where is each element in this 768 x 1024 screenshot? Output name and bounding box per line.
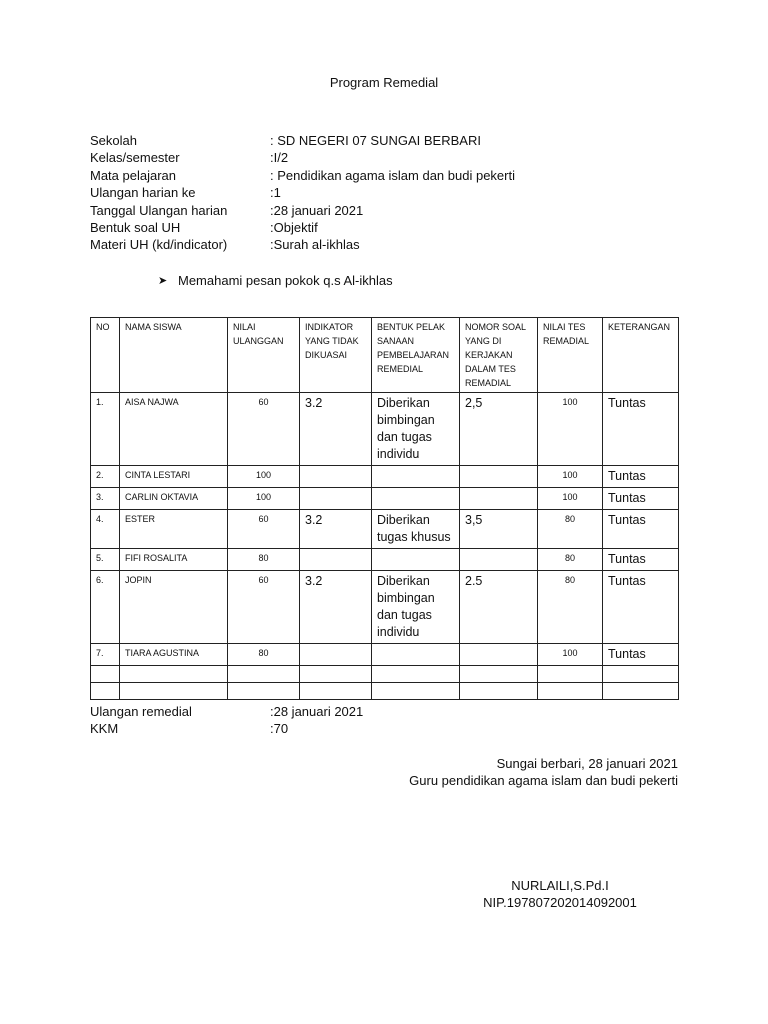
table-row [91,644,679,666]
info-label: Kelas/semester [90,150,180,166]
table-row-empty [91,666,679,683]
cell-keterangan: Tuntas [603,510,679,549]
cell-nomor [460,549,538,571]
cell-keterangan [603,683,679,700]
cell-nama: AISA NAJWA [120,393,228,466]
cell-nama: TIARA AGUSTINA [120,644,228,666]
cell-indikator [300,683,372,700]
cell-tes: 100 [538,488,603,510]
header-nilai: NILAI ULANGGAN [228,318,300,393]
cell-bentuk [372,488,460,510]
cell-bentuk: Diberikan bimbingan dan tugas individu [372,393,460,466]
table-row-empty [91,683,679,700]
table-row [91,549,679,571]
cell-nilai: 60 [228,393,300,466]
cell-no: 3. [91,488,120,510]
cell-tes [538,683,603,700]
cell-indikator [300,466,372,488]
cell-keterangan [603,666,679,683]
footer-value: :28 januari 2021 [270,704,364,719]
info-label: Mata pelajaran [90,167,176,183]
footer-row-ulangan-remedial [90,703,363,720]
table-row [91,571,679,644]
signer-name: NURLAILI,S.Pd.I [511,878,609,893]
table-row [91,393,679,466]
teacher-role: Guru pendidikan agama islam dan budi pekerti [409,773,678,789]
info-label: Ulangan harian ke [90,185,196,201]
footer-value: :70 [270,721,289,737]
cell-keterangan: Tuntas [603,549,679,571]
place-date: Sungai berbari, 28 januari 2021 [496,756,678,771]
info-label: Tanggal Ulangan harian [90,202,228,218]
cell-indikator: 3.2 [300,510,372,549]
cell-no: 1. [91,393,120,466]
table-row [91,466,679,488]
cell-indikator: 3.2 [300,571,372,644]
arrow-bullet-icon: ➤ [158,275,168,287]
cell-nama [120,666,228,683]
cell-bentuk [372,644,460,666]
cell-tes: 80 [538,510,603,549]
cell-nilai: 80 [228,644,300,666]
cell-tes: 100 [538,644,603,666]
cell-nilai: 80 [228,549,300,571]
cell-bentuk [372,549,460,571]
cell-tes: 80 [538,571,603,644]
cell-nilai: 60 [228,510,300,549]
table-header-row [91,318,679,393]
cell-nilai: 100 [228,488,300,510]
header-nomor: NOMOR SOAL YANG DI KERJAKAN DALAM TES REMADIAL [460,318,538,393]
footer-row-kkm [90,720,363,737]
objective-text: Memahami pesan pokok q.s Al-ikhlas [178,273,393,288]
table-row [91,510,679,549]
header-indikator: INDIKATOR YANG TIDAK DIKUASAI [300,318,372,393]
info-label: Bentuk soal UH [90,219,181,235]
cell-keterangan: Tuntas [603,488,679,510]
cell-keterangan: Tuntas [603,466,679,488]
cell-nilai [228,683,300,700]
cell-nama [120,683,228,700]
info-row-tanggal [90,202,515,219]
info-value: : Pendidikan agama islam dan budi pekerti [270,167,515,183]
footer-label: Ulangan remedial [90,704,192,719]
info-block [90,132,515,254]
info-row-mapel [90,167,515,184]
info-row-kelas [90,149,515,166]
cell-tes: 80 [538,549,603,571]
cell-keterangan: Tuntas [603,393,679,466]
info-value: :28 januari 2021 [270,202,364,218]
cell-nama: JOPIN [120,571,228,644]
cell-tes [538,666,603,683]
cell-indikator [300,644,372,666]
cell-no: 5. [91,549,120,571]
objective-bullet [158,273,393,288]
cell-nomor: 2,5 [460,393,538,466]
table-row [91,488,679,510]
cell-nama: ESTER [120,510,228,549]
cell-tes: 100 [538,466,603,488]
info-label: Materi UH (kd/indicator) [90,237,228,253]
cell-nomor: 2.5 [460,571,538,644]
info-row-ulangan [90,184,515,201]
cell-nilai: 60 [228,571,300,644]
cell-keterangan: Tuntas [603,571,679,644]
info-row-materi [90,236,515,253]
cell-no [91,666,120,683]
cell-bentuk [372,666,460,683]
cell-nomor [460,466,538,488]
header-keterangan: KETERANGAN [603,318,679,393]
cell-bentuk: Diberikan tugas khusus [372,510,460,549]
info-value: :Objektif [270,219,318,235]
info-row-bentuk [90,219,515,236]
cell-indikator [300,666,372,683]
cell-indikator [300,488,372,510]
cell-no: 7. [91,644,120,666]
cell-bentuk [372,683,460,700]
place-date-block [409,755,678,790]
cell-nomor: 3,5 [460,510,538,549]
info-value: :I/2 [270,150,289,166]
header-bentuk: BENTUK PELAK SANAAN PEMBELAJARAN REMEDIAL [372,318,460,393]
cell-keterangan: Tuntas [603,644,679,666]
cell-no [91,683,120,700]
header-nama: NAMA SISWA [120,318,228,393]
info-value: : SD NEGERI 07 SUNGAI BERBARI [270,133,481,148]
info-value: :1 [270,185,281,201]
cell-bentuk [372,466,460,488]
cell-nama: FIFI ROSALITA [120,549,228,571]
cell-indikator: 3.2 [300,393,372,466]
info-row-sekolah [90,132,515,149]
cell-no: 4. [91,510,120,549]
document-title: Program Remedial [329,75,439,90]
cell-tes: 100 [538,393,603,466]
cell-no: 2. [91,466,120,488]
cell-nilai [228,666,300,683]
signer-nip: NIP.197807202014092001 [483,895,637,911]
cell-nomor [460,683,538,700]
signature-block [440,877,680,912]
footer-info-block [90,703,363,738]
cell-no: 6. [91,571,120,644]
cell-bentuk: Diberikan bimbingan dan tugas individu [372,571,460,644]
cell-nilai: 100 [228,466,300,488]
cell-nama: CINTA LESTARI [120,466,228,488]
info-label: Sekolah [90,133,137,148]
footer-label: KKM [90,721,119,737]
cell-nama: CARLIN OKTAVIA [120,488,228,510]
cell-nomor [460,488,538,510]
cell-nomor [460,666,538,683]
remedial-table [90,317,679,700]
cell-indikator [300,549,372,571]
cell-nomor [460,644,538,666]
header-no: NO [91,318,120,393]
header-tes: NILAI TES REMADIAL [538,318,603,393]
info-value: :Surah al-ikhlas [270,237,360,253]
